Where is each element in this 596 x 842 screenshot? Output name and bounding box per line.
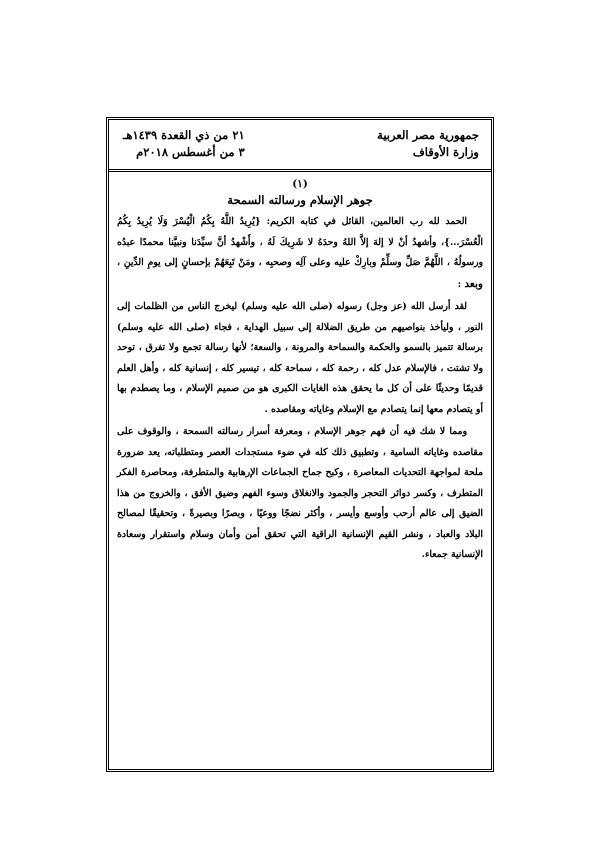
- sermon-body: [109, 175, 491, 566]
- country-name: جمهورية مصر العربية: [377, 128, 479, 142]
- sermon-number: (١): [292, 178, 308, 190]
- hijri-date: ٢١ من ذي القعدة ١٤٣٩هـ: [123, 128, 245, 142]
- document-header: [109, 120, 491, 172]
- intro-text: الحمد لله رب العالمين، القائل في كتابه الكريم: {يُرِيدُ اللَّهُ بِكُمُ الْيُسْرَ وَلَا يُرِيدُ بِكُمُ الْعُسْرَ...}، وأشهدُ أنْ لا إلهَ إلاَّ اللهُ وحدَهُ لا شَرِيكَ لَهُ ، وأَشْهدُ أنَّ سيِّدَنا ونبيَّنا محمدًا عبدُه ورسولُهُ ، اللَّهُمَّ صَلِّ وسلِّمْ وبارِكْ عليه وعلى آلِه وصحبِه ، ومَنْ تَبِعَهُمْ بإحسانٍ إلى يومِ الدِّينِ ،: [117, 216, 483, 268]
- issuer-block: [377, 127, 479, 161]
- intro-paragraph: [117, 212, 483, 295]
- ministry-name: وزارة الأوقاف: [412, 145, 479, 159]
- gregorian-date: ٣ من أغسطس ٢٠١٨م: [136, 145, 245, 159]
- date-block: [123, 127, 245, 161]
- body-paragraph-2: ومما لا شك فيه أن فهم جوهر الإسلام ، ومعرفة أسرار رسالته السمحة ، والوقوف على مقاصده وغاياته السامية ، وتطبيق ذلك كله في ضوء مستجدات العصر ومتطلباته، يعد ضرورة ملحة لمواجهة التحديات المعاصرة ، وكبح جماح الجماعات الإرهابية والمتطرفة، ومحاصرة الفكر المتطرف ، وكسر دوائر التحجر والجمود والانغلاق وسوء الفهم وضيق الأفق ، والخروج من هذا الضيق إلى عالم أرحب وأوسع وأيسر ، وأكثر نضجًا ووعيًا ، وبصرًا وبصيرةً ، وتحقيقًا لمصالح البلاد والعباد ، ونشر القيم الإنسانية الراقية التي تحقق أمن وأمان وسلام واستقرار وسعادة الإنسانية جمعاء.: [117, 426, 484, 560]
- intro-baad: وبعد: [464, 277, 483, 290]
- intro-end: :: [457, 278, 465, 290]
- sermon-title: جوهر الإسلام ورسالته السمحة: [227, 193, 373, 207]
- page-frame: [106, 117, 494, 772]
- body-paragraph-1: لقد أرسل الله (عز وجل) رسوله (صلى الله عليه وسلم) ليخرج الناس من الظلمات إلى النور ، وليأخذ بنواصيهم من طريق الضلالة إلى سبيل الهداية ، فجاء (صلى الله عليه وسلم) برسالة تتميز بالسمو والحكمة والسماحة والمرونة ، والسعة؛ لأنها رسالة تجمع ولا تفرق ، توحد ولا تشتت ، فالإسلام عدل كله ، رحمة كله ، سماحة كله ، تيسير كله ، إنسانية كله ، وأهل العلم قديمًا وحديثًا على أن كل ما يحقق هذه الغايات الكبرى هو من صميم الإسلام ، وما يصطدم بها أو يتصادم معها إنما يتصادم مع الإسلام وغاياته ومقاصده .: [117, 301, 483, 415]
